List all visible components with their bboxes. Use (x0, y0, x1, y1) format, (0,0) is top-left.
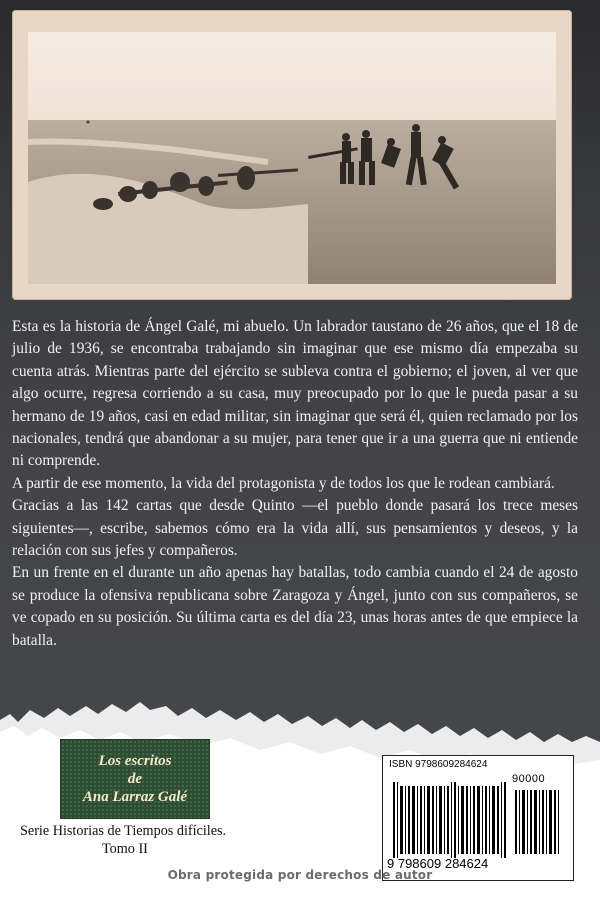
synopsis-paragraph: Esta es la historia de Ángel Galé, mi abuelo. Un labrador taustano de 26 años, que el 18 de julio de 1936, se encontraba trabajando sin imaginar que ese mismo día empezaba su cuenta atrás. Mientras parte del ejército se subleva contra el gobierno; el joven, al ver que algo ocurre, regresa corriendo a su casa, muy preocupado por lo que le pueda pasar a su hermano de 19 años, casi en edad militar, sin imaginar que será él, quien reclamado por los nacionales, tendrá que abandonar a su mujer, para tener que ir a una guerra que ni entiende ni comprende. (12, 318, 578, 470)
synopsis-text (12, 316, 578, 652)
badge-author-name: Ana Larraz Galé (82, 789, 188, 805)
author-badge (60, 739, 210, 819)
isbn-label: ISBN 9798609284624 (389, 759, 488, 770)
synopsis-paragraph: A partir de ese momento, la vida del protagonista y de todos los que le rodean cambiará. (12, 474, 555, 492)
price-code: 90000 (512, 773, 546, 785)
badge-line: Los escritos (98, 753, 172, 769)
barcode-digits: 9 798609 284624 (387, 856, 489, 871)
synopsis-paragraph: En un frente en el durante un año apenas hay batallas, todo cambia cuando el 24 de agosto se produce la ofensiva republicana sobre Zaragoza y Ángel, junto con sus compañeros, se ve copado en su posición. Su última carta es del día 23, unas horas antes de que empiece la batalla. (12, 564, 578, 649)
copyright-watermark-bottom: Obra protegida por derechos de autor (167, 868, 433, 882)
series-volume: Tomo II (102, 841, 148, 857)
series-info (20, 822, 280, 858)
barcode-bars (389, 772, 569, 858)
isbn-barcode (382, 755, 574, 881)
soldiers-photo-illustration (28, 32, 556, 284)
badge-line: de (127, 771, 143, 787)
series-name: Serie Historias de Tiempos difíciles. (20, 823, 227, 839)
historical-photo (12, 10, 572, 300)
synopsis-paragraph: Gracias a las 142 cartas que desde Quinto —el pueblo donde pasará los trece meses siguientes—, escribe, sabemos cómo era la vida allí, sus pensamientos y deseos, y la relación con sus jefes y compañeros. (12, 497, 578, 560)
